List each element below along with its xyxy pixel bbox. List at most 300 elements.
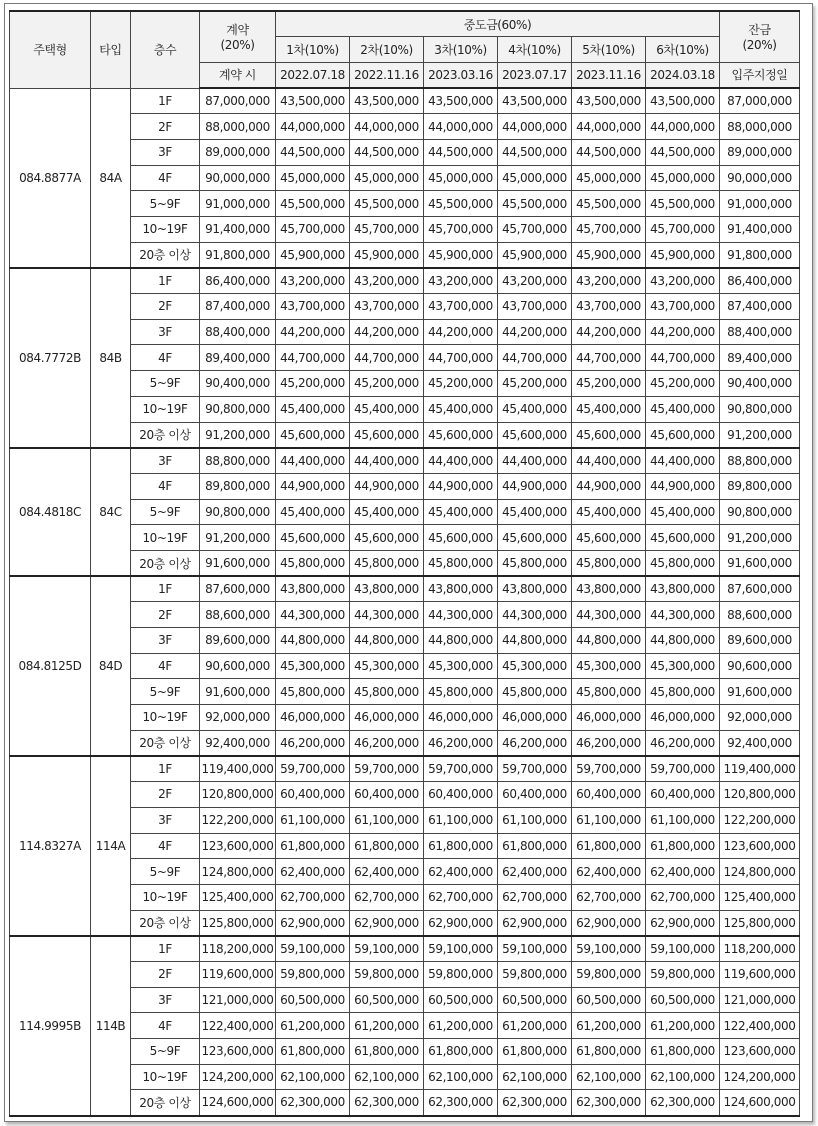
house-type-cell: 084.8125D	[10, 576, 91, 756]
installment-amount-cell: 45,500,000	[498, 191, 572, 217]
contract-amount-cell: 90,600,000	[200, 653, 276, 679]
contract-amount-cell: 87,000,000	[200, 88, 276, 114]
installment-amount-cell: 61,800,000	[350, 833, 424, 859]
table-row	[10, 936, 800, 962]
installment-amount-cell: 62,900,000	[424, 910, 498, 936]
installment-amount-cell: 45,000,000	[276, 165, 350, 191]
installment-amount-cell: 45,400,000	[572, 499, 646, 525]
installment-amount-cell: 44,900,000	[498, 473, 572, 499]
contract-amount-cell: 91,400,000	[200, 217, 276, 243]
header-installment-date: 2022.11.16	[350, 62, 424, 88]
installment-amount-cell: 44,400,000	[572, 448, 646, 474]
floor-cell: 1F	[131, 756, 200, 782]
installment-amount-cell: 44,200,000	[498, 319, 572, 345]
installment-amount-cell: 62,400,000	[350, 859, 424, 885]
installment-amount-cell: 61,200,000	[350, 1013, 424, 1039]
installment-amount-cell: 43,200,000	[276, 268, 350, 294]
installment-amount-cell: 46,000,000	[572, 705, 646, 731]
installment-amount-cell: 44,800,000	[276, 628, 350, 654]
installment-amount-cell: 45,600,000	[424, 525, 498, 551]
installment-amount-cell: 44,500,000	[646, 139, 720, 165]
floor-cell: 2F	[131, 602, 200, 628]
installment-amount-cell: 45,400,000	[424, 499, 498, 525]
installment-amount-cell: 43,700,000	[498, 294, 572, 320]
installment-amount-cell: 43,700,000	[572, 294, 646, 320]
installment-amount-cell: 46,000,000	[646, 705, 720, 731]
installment-amount-cell: 44,900,000	[276, 473, 350, 499]
installment-amount-cell: 62,900,000	[572, 910, 646, 936]
installment-amount-cell: 61,100,000	[572, 807, 646, 833]
contract-amount-cell: 90,400,000	[200, 371, 276, 397]
contract-amount-cell: 91,200,000	[200, 525, 276, 551]
contract-amount-cell: 88,800,000	[200, 448, 276, 474]
installment-amount-cell: 45,600,000	[350, 525, 424, 551]
balance-amount-cell: 125,800,000	[720, 910, 800, 936]
balance-amount-cell: 91,400,000	[720, 217, 800, 243]
installment-amount-cell: 44,800,000	[572, 628, 646, 654]
installment-amount-cell: 44,300,000	[276, 602, 350, 628]
installment-amount-cell: 44,500,000	[498, 139, 572, 165]
installment-amount-cell: 44,700,000	[646, 345, 720, 371]
installment-amount-cell: 44,000,000	[350, 114, 424, 140]
installment-amount-cell: 43,800,000	[572, 576, 646, 602]
installment-amount-cell: 45,700,000	[572, 217, 646, 243]
house-type-cell: 114.8327A	[10, 756, 91, 936]
installment-amount-cell: 44,200,000	[350, 319, 424, 345]
installment-amount-cell: 44,700,000	[572, 345, 646, 371]
table-row	[10, 268, 800, 294]
installment-amount-cell: 62,700,000	[350, 884, 424, 910]
installment-amount-cell: 43,700,000	[350, 294, 424, 320]
contract-amount-cell: 124,800,000	[200, 859, 276, 885]
installment-amount-cell: 45,600,000	[646, 525, 720, 551]
balance-amount-cell: 121,000,000	[720, 987, 800, 1013]
installment-amount-cell: 60,400,000	[424, 782, 498, 808]
floor-cell: 10~19F	[131, 705, 200, 731]
balance-amount-cell: 87,600,000	[720, 576, 800, 602]
header-contract-title: 계약	[226, 23, 249, 38]
header-balance-when: 입주지정일	[720, 62, 800, 88]
balance-amount-cell: 86,400,000	[720, 268, 800, 294]
house-type-cell: 084.7772B	[10, 268, 91, 448]
installment-amount-cell: 44,200,000	[646, 319, 720, 345]
installment-amount-cell: 60,500,000	[424, 987, 498, 1013]
contract-amount-cell: 118,200,000	[200, 936, 276, 962]
installment-amount-cell: 44,000,000	[276, 114, 350, 140]
installment-amount-cell: 45,400,000	[276, 499, 350, 525]
floor-cell: 3F	[131, 319, 200, 345]
installment-amount-cell: 45,700,000	[646, 217, 720, 243]
installment-amount-cell: 44,800,000	[424, 628, 498, 654]
installment-amount-cell: 61,800,000	[424, 1039, 498, 1065]
installment-amount-cell: 45,400,000	[276, 396, 350, 422]
installment-amount-cell: 45,800,000	[350, 550, 424, 576]
installment-amount-cell: 59,700,000	[424, 756, 498, 782]
installment-amount-cell: 59,100,000	[572, 936, 646, 962]
installment-amount-cell: 45,800,000	[424, 550, 498, 576]
installment-amount-cell: 43,200,000	[350, 268, 424, 294]
balance-amount-cell: 90,400,000	[720, 371, 800, 397]
installment-amount-cell: 60,500,000	[350, 987, 424, 1013]
balance-amount-cell: 90,000,000	[720, 165, 800, 191]
balance-amount-cell: 119,600,000	[720, 961, 800, 987]
installment-amount-cell: 62,300,000	[498, 1090, 572, 1116]
balance-amount-cell: 119,400,000	[720, 756, 800, 782]
installment-amount-cell: 45,400,000	[498, 499, 572, 525]
contract-amount-cell: 89,600,000	[200, 628, 276, 654]
floor-cell: 4F	[131, 1013, 200, 1039]
header-installment-label: 1차(10%)	[276, 37, 350, 63]
installment-amount-cell: 46,000,000	[498, 705, 572, 731]
floor-cell: 2F	[131, 114, 200, 140]
floor-cell: 10~19F	[131, 396, 200, 422]
installment-amount-cell: 45,000,000	[350, 165, 424, 191]
installment-amount-cell: 45,600,000	[498, 525, 572, 551]
contract-amount-cell: 90,800,000	[200, 499, 276, 525]
installment-amount-cell: 43,800,000	[646, 576, 720, 602]
installment-amount-cell: 62,700,000	[498, 884, 572, 910]
contract-amount-cell: 91,200,000	[200, 422, 276, 448]
installment-amount-cell: 44,000,000	[424, 114, 498, 140]
balance-amount-cell: 120,800,000	[720, 782, 800, 808]
installment-amount-cell: 61,100,000	[646, 807, 720, 833]
installment-amount-cell: 43,700,000	[276, 294, 350, 320]
contract-amount-cell: 89,000,000	[200, 139, 276, 165]
floor-cell: 3F	[131, 448, 200, 474]
balance-amount-cell: 92,000,000	[720, 705, 800, 731]
installment-amount-cell: 45,600,000	[572, 422, 646, 448]
installment-amount-cell: 44,400,000	[646, 448, 720, 474]
header-balance	[720, 11, 800, 62]
installment-amount-cell: 43,700,000	[424, 294, 498, 320]
installment-amount-cell: 62,700,000	[424, 884, 498, 910]
installment-amount-cell: 45,800,000	[646, 679, 720, 705]
type-cell: 114B	[91, 936, 131, 1116]
header-type: 타입	[91, 11, 131, 88]
installment-amount-cell: 45,300,000	[498, 653, 572, 679]
installment-amount-cell: 59,100,000	[498, 936, 572, 962]
installment-amount-cell: 45,500,000	[424, 191, 498, 217]
installment-amount-cell: 44,700,000	[276, 345, 350, 371]
installment-amount-cell: 44,300,000	[350, 602, 424, 628]
installment-amount-cell: 44,000,000	[646, 114, 720, 140]
floor-cell: 20층 이상	[131, 730, 200, 756]
installment-amount-cell: 60,500,000	[572, 987, 646, 1013]
installment-amount-cell: 60,400,000	[498, 782, 572, 808]
installment-amount-cell: 44,300,000	[424, 602, 498, 628]
installment-amount-cell: 45,300,000	[276, 653, 350, 679]
balance-amount-cell: 88,600,000	[720, 602, 800, 628]
table-row	[10, 448, 800, 474]
installment-amount-cell: 45,300,000	[572, 653, 646, 679]
balance-amount-cell: 89,800,000	[720, 473, 800, 499]
installment-amount-cell: 62,400,000	[424, 859, 498, 885]
installment-amount-cell: 59,700,000	[350, 756, 424, 782]
installment-amount-cell: 59,800,000	[498, 961, 572, 987]
header-balance-title: 잔금	[748, 23, 771, 38]
installment-amount-cell: 61,100,000	[350, 807, 424, 833]
installment-amount-cell: 45,400,000	[646, 499, 720, 525]
installment-amount-cell: 45,900,000	[276, 242, 350, 268]
installment-amount-cell: 61,100,000	[276, 807, 350, 833]
installment-amount-cell: 61,800,000	[276, 833, 350, 859]
header-installment-date: 2023.07.17	[498, 62, 572, 88]
header-contract	[200, 11, 276, 62]
installment-amount-cell: 44,000,000	[498, 114, 572, 140]
header-installment-label: 3차(10%)	[424, 37, 498, 63]
installment-amount-cell: 62,700,000	[276, 884, 350, 910]
header-installment-date: 2023.11.16	[572, 62, 646, 88]
installment-amount-cell: 45,500,000	[646, 191, 720, 217]
type-cell: 84B	[91, 268, 131, 448]
floor-cell: 5~9F	[131, 679, 200, 705]
contract-amount-cell: 120,800,000	[200, 782, 276, 808]
house-type-cell: 084.4818C	[10, 448, 91, 576]
installment-amount-cell: 45,200,000	[646, 371, 720, 397]
installment-amount-cell: 45,400,000	[572, 396, 646, 422]
installment-amount-cell: 59,800,000	[572, 961, 646, 987]
installment-amount-cell: 62,300,000	[424, 1090, 498, 1116]
header-installment-label: 5차(10%)	[572, 37, 646, 63]
floor-cell: 3F	[131, 139, 200, 165]
installment-amount-cell: 44,700,000	[424, 345, 498, 371]
installment-amount-cell: 60,400,000	[646, 782, 720, 808]
installment-amount-cell: 59,700,000	[276, 756, 350, 782]
contract-amount-cell: 91,600,000	[200, 550, 276, 576]
header-contract-when: 계약 시	[200, 62, 276, 88]
installment-amount-cell: 45,400,000	[350, 396, 424, 422]
balance-amount-cell: 125,400,000	[720, 884, 800, 910]
installment-amount-cell: 46,200,000	[646, 730, 720, 756]
installment-amount-cell: 45,600,000	[424, 422, 498, 448]
balance-amount-cell: 88,000,000	[720, 114, 800, 140]
installment-amount-cell: 59,700,000	[572, 756, 646, 782]
contract-amount-cell: 119,600,000	[200, 961, 276, 987]
installment-amount-cell: 44,000,000	[572, 114, 646, 140]
header-installment-date: 2023.03.16	[424, 62, 498, 88]
installment-amount-cell: 59,700,000	[498, 756, 572, 782]
floor-cell: 20층 이상	[131, 242, 200, 268]
installment-amount-cell: 45,800,000	[498, 679, 572, 705]
installment-amount-cell: 43,200,000	[646, 268, 720, 294]
installment-amount-cell: 45,900,000	[646, 242, 720, 268]
balance-amount-cell: 89,400,000	[720, 345, 800, 371]
installment-amount-cell: 45,600,000	[646, 422, 720, 448]
floor-cell: 1F	[131, 268, 200, 294]
contract-amount-cell: 89,400,000	[200, 345, 276, 371]
installment-amount-cell: 61,200,000	[572, 1013, 646, 1039]
installment-amount-cell: 62,900,000	[350, 910, 424, 936]
balance-amount-cell: 118,200,000	[720, 936, 800, 962]
installment-amount-cell: 61,200,000	[276, 1013, 350, 1039]
house-type-cell: 084.8877A	[10, 88, 91, 268]
installment-amount-cell: 45,800,000	[424, 679, 498, 705]
floor-cell: 2F	[131, 961, 200, 987]
installment-amount-cell: 45,000,000	[646, 165, 720, 191]
installment-amount-cell: 61,800,000	[498, 833, 572, 859]
type-cell: 84C	[91, 448, 131, 576]
installment-amount-cell: 45,000,000	[424, 165, 498, 191]
contract-amount-cell: 125,800,000	[200, 910, 276, 936]
installment-amount-cell: 44,900,000	[424, 473, 498, 499]
contract-amount-cell: 89,800,000	[200, 473, 276, 499]
installment-amount-cell: 43,800,000	[424, 576, 498, 602]
contract-amount-cell: 88,000,000	[200, 114, 276, 140]
header-house-type: 주택형	[10, 11, 91, 88]
installment-amount-cell: 61,800,000	[498, 1039, 572, 1065]
contract-amount-cell: 122,200,000	[200, 807, 276, 833]
installment-amount-cell: 45,700,000	[350, 217, 424, 243]
installment-amount-cell: 44,900,000	[350, 473, 424, 499]
installment-amount-cell: 62,100,000	[350, 1064, 424, 1090]
table-row	[10, 88, 800, 114]
contract-amount-cell: 125,400,000	[200, 884, 276, 910]
balance-amount-cell: 88,800,000	[720, 448, 800, 474]
contract-amount-cell: 124,200,000	[200, 1064, 276, 1090]
contract-amount-cell: 92,000,000	[200, 705, 276, 731]
floor-cell: 1F	[131, 88, 200, 114]
installment-amount-cell: 43,500,000	[498, 88, 572, 114]
balance-amount-cell: 124,800,000	[720, 859, 800, 885]
installment-amount-cell: 62,300,000	[572, 1090, 646, 1116]
installment-amount-cell: 45,700,000	[424, 217, 498, 243]
installment-amount-cell: 46,000,000	[276, 705, 350, 731]
installment-amount-cell: 61,800,000	[572, 833, 646, 859]
installment-amount-cell: 43,500,000	[276, 88, 350, 114]
contract-amount-cell: 124,600,000	[200, 1090, 276, 1116]
installment-amount-cell: 62,900,000	[646, 910, 720, 936]
installment-amount-cell: 45,000,000	[498, 165, 572, 191]
floor-cell: 5~9F	[131, 371, 200, 397]
installment-amount-cell: 45,600,000	[572, 525, 646, 551]
installment-amount-cell: 59,100,000	[424, 936, 498, 962]
balance-amount-cell: 87,000,000	[720, 88, 800, 114]
installment-amount-cell: 44,400,000	[276, 448, 350, 474]
installment-amount-cell: 61,800,000	[424, 833, 498, 859]
balance-amount-cell: 91,800,000	[720, 242, 800, 268]
installment-amount-cell: 45,300,000	[424, 653, 498, 679]
installment-amount-cell: 45,500,000	[350, 191, 424, 217]
installment-amount-cell: 61,200,000	[498, 1013, 572, 1039]
floor-cell: 5~9F	[131, 499, 200, 525]
installment-amount-cell: 45,200,000	[350, 371, 424, 397]
installment-amount-cell: 62,100,000	[498, 1064, 572, 1090]
floor-cell: 1F	[131, 576, 200, 602]
installment-amount-cell: 62,100,000	[424, 1064, 498, 1090]
floor-cell: 10~19F	[131, 1064, 200, 1090]
contract-amount-cell: 86,400,000	[200, 268, 276, 294]
installment-amount-cell: 45,400,000	[350, 499, 424, 525]
installment-amount-cell: 45,400,000	[646, 396, 720, 422]
balance-amount-cell: 92,400,000	[720, 730, 800, 756]
contract-amount-cell: 90,000,000	[200, 165, 276, 191]
installment-amount-cell: 43,500,000	[424, 88, 498, 114]
installment-amount-cell: 59,800,000	[424, 961, 498, 987]
installment-amount-cell: 44,300,000	[498, 602, 572, 628]
floor-cell: 1F	[131, 936, 200, 962]
balance-amount-cell: 89,000,000	[720, 139, 800, 165]
installment-amount-cell: 43,800,000	[350, 576, 424, 602]
balance-amount-cell: 90,800,000	[720, 396, 800, 422]
installment-amount-cell: 43,800,000	[498, 576, 572, 602]
installment-amount-cell: 46,200,000	[276, 730, 350, 756]
installment-amount-cell: 45,800,000	[276, 679, 350, 705]
installment-amount-cell: 62,400,000	[646, 859, 720, 885]
floor-cell: 10~19F	[131, 884, 200, 910]
installment-amount-cell: 45,600,000	[276, 422, 350, 448]
floor-cell: 10~19F	[131, 525, 200, 551]
installment-amount-cell: 44,400,000	[350, 448, 424, 474]
installment-amount-cell: 44,500,000	[424, 139, 498, 165]
installment-amount-cell: 59,100,000	[276, 936, 350, 962]
header-installment-date: 2022.07.18	[276, 62, 350, 88]
installment-amount-cell: 45,700,000	[498, 217, 572, 243]
installment-amount-cell: 46,000,000	[350, 705, 424, 731]
installment-amount-cell: 59,800,000	[646, 961, 720, 987]
installment-amount-cell: 62,400,000	[276, 859, 350, 885]
balance-amount-cell: 91,600,000	[720, 550, 800, 576]
header-installment-label: 2차(10%)	[350, 37, 424, 63]
installment-amount-cell: 46,200,000	[572, 730, 646, 756]
balance-amount-cell: 123,600,000	[720, 1039, 800, 1065]
installment-amount-cell: 45,900,000	[572, 242, 646, 268]
installment-amount-cell: 45,600,000	[276, 525, 350, 551]
installment-amount-cell: 44,900,000	[572, 473, 646, 499]
installment-amount-cell: 46,000,000	[424, 705, 498, 731]
floor-cell: 3F	[131, 807, 200, 833]
installment-amount-cell: 44,800,000	[350, 628, 424, 654]
installment-amount-cell: 60,400,000	[276, 782, 350, 808]
table-row	[10, 756, 800, 782]
floor-cell: 5~9F	[131, 191, 200, 217]
contract-amount-cell: 87,400,000	[200, 294, 276, 320]
installment-amount-cell: 45,800,000	[350, 679, 424, 705]
installment-amount-cell: 44,500,000	[276, 139, 350, 165]
type-cell: 84A	[91, 88, 131, 268]
installment-amount-cell: 45,800,000	[572, 550, 646, 576]
floor-cell: 2F	[131, 782, 200, 808]
contract-amount-cell: 123,600,000	[200, 1039, 276, 1065]
installment-amount-cell: 43,500,000	[646, 88, 720, 114]
header-floor: 층수	[131, 11, 200, 88]
installment-amount-cell: 45,800,000	[498, 550, 572, 576]
installment-amount-cell: 44,500,000	[350, 139, 424, 165]
installment-amount-cell: 44,200,000	[572, 319, 646, 345]
installment-amount-cell: 45,600,000	[350, 422, 424, 448]
type-cell: 114A	[91, 756, 131, 936]
contract-amount-cell: 92,400,000	[200, 730, 276, 756]
installment-amount-cell: 59,100,000	[646, 936, 720, 962]
floor-cell: 10~19F	[131, 217, 200, 243]
balance-amount-cell: 122,400,000	[720, 1013, 800, 1039]
floor-cell: 4F	[131, 653, 200, 679]
installment-amount-cell: 44,500,000	[572, 139, 646, 165]
contract-amount-cell: 121,000,000	[200, 987, 276, 1013]
floor-cell: 2F	[131, 294, 200, 320]
installment-amount-cell: 59,800,000	[350, 961, 424, 987]
installment-amount-cell: 46,200,000	[424, 730, 498, 756]
installment-amount-cell: 62,900,000	[498, 910, 572, 936]
header-installment-date: 2024.03.18	[646, 62, 720, 88]
installment-amount-cell: 44,800,000	[498, 628, 572, 654]
payment-schedule-table	[9, 10, 800, 1117]
installment-amount-cell: 61,100,000	[424, 807, 498, 833]
contract-amount-cell: 119,400,000	[200, 756, 276, 782]
installment-amount-cell: 45,200,000	[498, 371, 572, 397]
installment-amount-cell: 45,400,000	[498, 396, 572, 422]
installment-amount-cell: 61,800,000	[276, 1039, 350, 1065]
floor-cell: 5~9F	[131, 1039, 200, 1065]
